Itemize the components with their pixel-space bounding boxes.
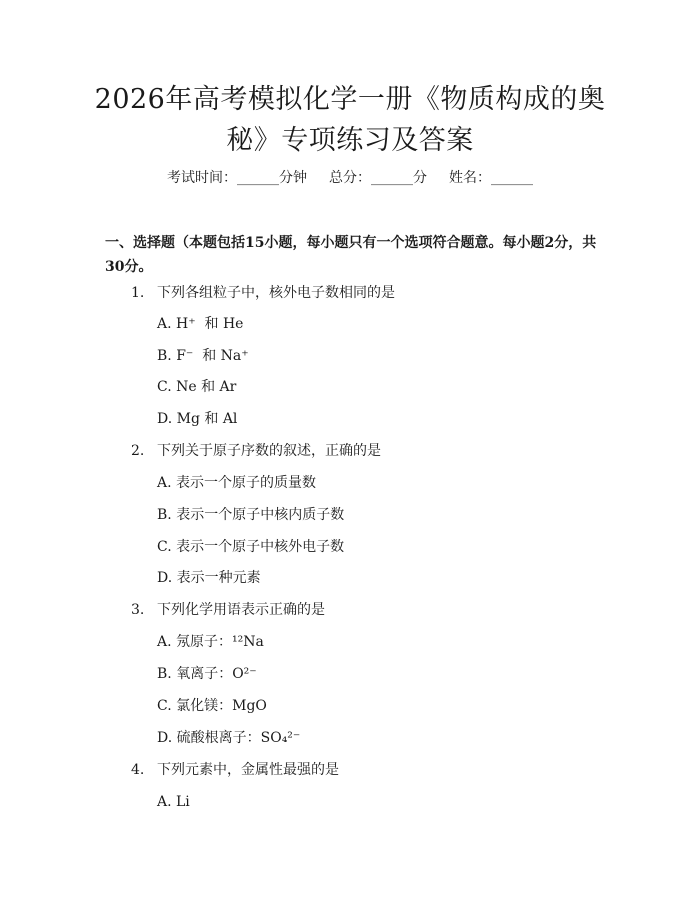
page-title-line1: 2026年高考模拟化学一册《物质构成的奥	[94, 84, 606, 115]
question-number: 1.	[131, 285, 145, 301]
question-text: 下列元素中，金属性最强的是	[157, 762, 339, 778]
question-option: C. Ne 和 Ar	[157, 379, 237, 395]
question-text: 下列关于原子序数的叙述，正确的是	[157, 443, 381, 459]
student-name-field: 姓名：______	[449, 170, 533, 186]
section-heading: 一、选择题（本题包括15小题，每小题只有一个选项符合题意。每小题2分，共30分。	[105, 235, 597, 275]
question-text: 下列各组粒子中，核外电子数相同的是	[157, 285, 395, 301]
question-option: B. F⁻ 和 Na⁺	[157, 348, 249, 364]
page-title-line2: 秘》专项练习及答案	[226, 125, 474, 156]
question-option: B. 表示一个原子中核内质子数	[157, 507, 345, 523]
total-score-field: 总分：______分	[329, 170, 427, 186]
question-option: A. 氖原子：¹²Na	[157, 634, 264, 650]
question-option: C. 表示一个原子中核外电子数	[157, 539, 345, 555]
question-option: D. Mg 和 Al	[157, 411, 238, 427]
exam-info-row	[0, 169, 700, 187]
question-option: C. 氯化镁：MgO	[157, 698, 267, 714]
question-text: 下列化学用语表示正确的是	[157, 602, 325, 618]
question-option: D. 表示一种元素	[157, 570, 261, 586]
question-option: A. H⁺ 和 He	[157, 316, 244, 332]
question-option: A. Li	[157, 794, 190, 810]
question-number: 3.	[131, 602, 145, 618]
question-option: D. 硫酸根离子：SO₄²⁻	[157, 730, 301, 746]
question-option: B. 氧离子：O²⁻	[157, 666, 257, 682]
question-number: 4.	[131, 762, 145, 778]
question-number: 2.	[131, 443, 145, 459]
question-option: A. 表示一个原子的质量数	[157, 475, 317, 491]
exam-time-field: 考试时间：______分钟	[167, 170, 307, 186]
